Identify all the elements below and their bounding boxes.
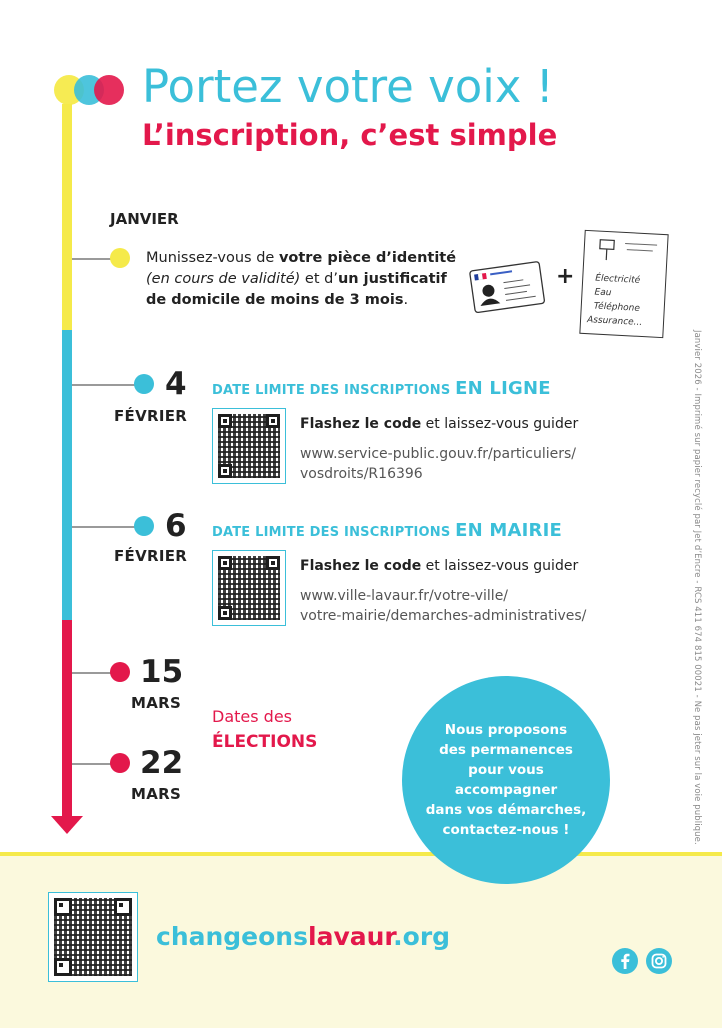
qr-finder	[54, 898, 72, 916]
feb4-month: FÉVRIER	[114, 407, 188, 425]
facebook-icon[interactable]	[612, 948, 638, 974]
timeline-red-segment	[62, 620, 72, 820]
logo-red-dot	[94, 75, 124, 105]
march15-day: 15	[140, 654, 184, 690]
timeline-blue-segment	[62, 330, 72, 620]
plus-sign: +	[556, 264, 575, 289]
website-part1: changeons	[156, 922, 308, 951]
website-link[interactable]	[156, 922, 450, 951]
feb6-deadline-mode: EN MAIRIE	[455, 520, 562, 541]
website-part2: lavaur	[308, 922, 394, 951]
feb6-url-line2: votre-mairie/demarches-administratives/	[300, 608, 587, 624]
feb4-deadline	[212, 378, 551, 399]
feb4-day: 4	[165, 366, 187, 402]
elections-label: ÉLECTIONS	[212, 732, 318, 752]
qr-finder	[218, 606, 232, 620]
feb6-url-line1: www.ville-lavaur.fr/votre-ville/	[300, 588, 509, 604]
feb4-flash-text	[300, 416, 578, 432]
march22-day: 22	[140, 745, 184, 781]
january-text-validity: (en cours de validité)	[146, 271, 301, 287]
connector-march22	[72, 763, 114, 765]
feb4-url-line1: www.service-public.gouv.fr/particuliers/	[300, 446, 576, 462]
legal-notice: Janvier 2026 - Imprimé sur papier recyclé par Jet d’Encre - RCS 411 674 815 00021 - Ne pas jeter sur la voie publique.	[692, 330, 702, 845]
qr-code-pattern	[54, 898, 132, 976]
qr-code-website[interactable]	[48, 892, 138, 982]
feb6-dot	[134, 516, 154, 536]
qr-finder	[218, 556, 232, 570]
march15-month: MARS	[131, 694, 182, 712]
page-title: Portez votre voix !	[142, 60, 554, 113]
january-text-1: Munissez-vous de	[146, 250, 279, 266]
feb4-flash-rest: et laissez-vous guider	[421, 416, 579, 432]
january-text-4: et d’	[300, 271, 338, 287]
feb4-flash-bold: Flashez le code	[300, 416, 422, 432]
election-dates-label: Dates des	[212, 707, 292, 726]
qr-finder	[218, 464, 232, 478]
january-label: JANVIER	[110, 210, 179, 228]
feb6-deadline	[212, 520, 562, 541]
connector-feb6	[72, 526, 138, 528]
feb4-dot	[134, 374, 154, 394]
timeline-yellow-segment	[62, 104, 72, 330]
document-line-3: Téléphone	[593, 301, 641, 314]
timeline-arrow-icon	[51, 816, 83, 836]
january-text-residence: de domicile de moins de 3 mois	[146, 292, 404, 308]
document-pin-icon	[596, 238, 619, 263]
qr-finder	[266, 556, 280, 570]
page-subtitle: L’inscription, c’est simple	[142, 118, 558, 152]
january-text-proof: un justificatif	[337, 271, 447, 287]
qr-code-pattern	[218, 414, 280, 478]
january-text-7: .	[403, 292, 409, 308]
connector-january	[72, 258, 114, 260]
qr-code-mairie[interactable]	[212, 550, 286, 626]
logo	[54, 74, 128, 106]
qr-finder	[266, 414, 280, 428]
contact-bubble-text: Nous proposons des permanences pour vous accompagner dans vos démarches, contactez-nous !	[425, 722, 587, 838]
qr-finder	[114, 898, 132, 916]
qr-code-pattern	[218, 556, 280, 620]
feb4-url[interactable]	[300, 444, 576, 484]
qr-finder	[54, 958, 72, 976]
document-line-2: Eau	[594, 287, 612, 299]
qr-code-online[interactable]	[212, 408, 286, 484]
facebook-glyph	[612, 948, 638, 974]
feb6-flash-bold: Flashez le code	[300, 558, 422, 574]
document-scribble	[627, 249, 653, 251]
march22-dot	[110, 753, 130, 773]
feb6-flash-text	[300, 558, 578, 574]
proof-document-illustration	[579, 230, 668, 338]
march15-dot	[110, 662, 130, 682]
feb6-flash-rest: et laissez-vous guider	[421, 558, 579, 574]
feb6-url[interactable]	[300, 586, 586, 626]
connector-march15	[72, 672, 114, 674]
document-line-1: Électricité	[594, 273, 641, 286]
qr-finder	[218, 414, 232, 428]
instagram-glyph	[646, 948, 672, 974]
feb6-deadline-text: DATE LIMITE DES INSCRIPTIONS	[212, 525, 456, 540]
document-scribble	[625, 243, 657, 246]
contact-bubble	[402, 676, 610, 884]
connector-feb4	[72, 384, 138, 386]
document-line-4: Assurance...	[586, 315, 643, 329]
feb4-url-line2: vosdroits/R16396	[300, 466, 423, 482]
feb6-month: FÉVRIER	[114, 547, 188, 565]
id-card-illustration	[468, 256, 548, 316]
january-text-id: votre pièce d’identité	[278, 250, 457, 266]
feb4-deadline-mode: EN LIGNE	[455, 378, 551, 399]
january-text	[146, 248, 476, 311]
feb6-day: 6	[165, 508, 187, 544]
march22-month: MARS	[131, 785, 182, 803]
website-part3: .org	[393, 922, 451, 951]
instagram-icon[interactable]	[646, 948, 672, 974]
feb4-deadline-text: DATE LIMITE DES INSCRIPTIONS	[212, 383, 456, 398]
january-dot	[110, 248, 130, 268]
